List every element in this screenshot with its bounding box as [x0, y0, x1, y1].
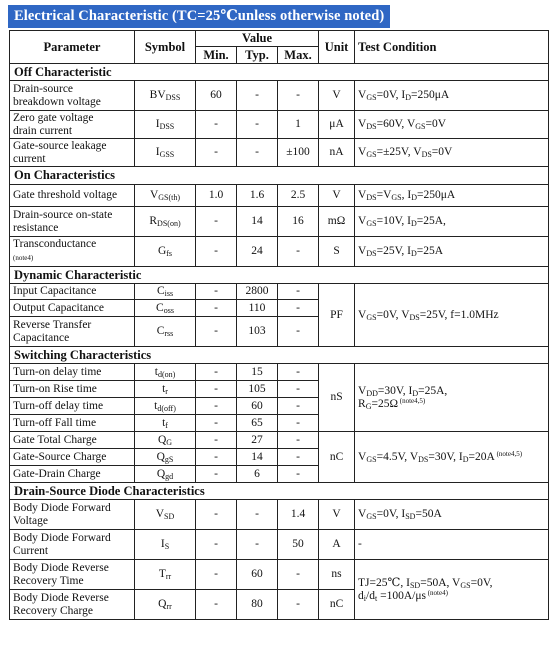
parameter-cell: Gate-Source Charge	[10, 449, 135, 466]
unit-cell: μA	[319, 111, 355, 139]
subscript: S	[164, 542, 170, 551]
typ-cell: -	[237, 139, 278, 167]
max-cell: -	[278, 317, 319, 347]
max-cell: -	[278, 449, 319, 466]
max-cell: -	[278, 432, 319, 449]
max-cell: -	[278, 560, 319, 590]
symbol-cell: $C_{rss}$	[135, 317, 196, 347]
parameter-cell: Output Capacitance	[10, 300, 135, 317]
subscript: fs	[166, 249, 173, 258]
table-row	[10, 560, 549, 590]
table-row	[10, 207, 549, 237]
parameter-cell: Transconductance (note4)	[10, 237, 135, 267]
subscript: d(on)	[157, 369, 176, 379]
section-title-on: On Characteristics	[10, 167, 549, 185]
subscript: DS	[366, 249, 377, 258]
parameter-cell: Turn-off delay time	[10, 398, 135, 415]
subscript: GS	[366, 512, 377, 521]
max-cell: -	[278, 415, 319, 432]
subscript: GS	[366, 150, 377, 159]
min-cell: -	[196, 284, 237, 300]
parameter-cell: Reverse Transfer Capacitance	[10, 317, 135, 347]
typ-cell: 14	[237, 207, 278, 237]
typ-cell: 105	[237, 381, 278, 398]
max-cell: 1	[278, 111, 319, 139]
min-cell: -	[196, 207, 237, 237]
symbol-cell: $Q_{rr}$	[135, 590, 196, 620]
parameter-cell: Gate threshold voltage	[10, 185, 135, 207]
subscript: i	[363, 593, 367, 603]
min-cell: -	[196, 590, 237, 620]
typ-cell: 6	[237, 466, 278, 483]
parameter-cell: Body Diode Reverse Recovery Charge	[10, 590, 135, 620]
table-row	[10, 432, 549, 449]
parameter-cell: Body Diode Forward Voltage	[10, 500, 135, 530]
subscript: DS	[409, 312, 420, 322]
subscript: iss	[164, 289, 174, 298]
subscript: DS	[421, 150, 432, 159]
subscript: D	[412, 388, 419, 398]
note-ref: (note4)	[13, 254, 34, 262]
table-row	[10, 111, 549, 139]
section-title-diode: Drain-Source Diode Characteristics	[10, 483, 549, 500]
subscript: D	[462, 454, 469, 464]
subscript: GSS	[159, 150, 175, 159]
table-row	[10, 364, 549, 381]
note-ref: (note4,5)	[494, 449, 523, 458]
test-condition-cell: $V_{GS}=0V$, $I_{SD}=50A$	[355, 500, 549, 530]
max-cell: 16	[278, 207, 319, 237]
note-ref: (note4,5)	[398, 396, 426, 405]
section-title: Electrical Characteristic (TC=25℃unless otherwise noted)	[8, 5, 390, 28]
max-cell: -	[278, 81, 319, 111]
subscript: r	[165, 386, 168, 396]
subscript: GS(th)	[158, 193, 181, 202]
min-cell: -	[196, 415, 237, 432]
unit-cell: nA	[319, 139, 355, 167]
test-condition-cell: -	[355, 530, 549, 560]
section-row-on	[10, 167, 549, 185]
typ-cell: -	[237, 81, 278, 111]
min-cell: -	[196, 530, 237, 560]
subscript: GS	[391, 193, 402, 202]
typ-cell: 80	[237, 590, 278, 620]
typ-cell: 24	[237, 237, 278, 267]
max-cell: ±100	[278, 139, 319, 167]
symbol-cell: $C_{iss}$	[135, 284, 196, 300]
min-cell: -	[196, 139, 237, 167]
test-condition-cell: $V_{DD}=30V$, $I_D=25A$, $R_G=25\Omega$ $^{(note4,5)}$	[355, 364, 549, 432]
electrical-characteristics-table	[9, 30, 549, 620]
symbol-cell: $I_{GSS}$	[135, 139, 196, 167]
subscript: t	[374, 593, 378, 603]
unit-cell: mΩ	[319, 207, 355, 237]
subscript: SD	[409, 580, 421, 590]
test-condition-cell: $V_{DS}=60V$, $V_{GS}=0V$	[355, 111, 549, 139]
symbol-cell: $t_f$	[135, 415, 196, 432]
max-cell: -	[278, 398, 319, 415]
unit-cell: S	[319, 237, 355, 267]
subscript: DS	[366, 193, 377, 202]
subscript: G	[365, 401, 372, 411]
parameter-cell: Drain-source on-state resistance	[10, 207, 135, 237]
symbol-cell: $I_{DSS}$	[135, 111, 196, 139]
subscript: rr	[165, 572, 172, 581]
unit-cell: A	[319, 530, 355, 560]
symbol-cell: $Q_{gS}$	[135, 449, 196, 466]
section-row-diode	[10, 483, 549, 500]
max-cell: -	[278, 466, 319, 483]
max-cell: 2.5	[278, 185, 319, 207]
parameter-cell: Zero gate voltage drain current	[10, 111, 135, 139]
symbol-cell: $I_S$	[135, 530, 196, 560]
symbol-cell: $T_{rr}$	[135, 560, 196, 590]
subscript: gd	[165, 471, 174, 481]
unit-cell: nC	[319, 432, 355, 483]
subscript: GS	[366, 454, 377, 464]
min-cell: -	[196, 381, 237, 398]
parameter-cell: Gate-source leakage current	[10, 139, 135, 167]
max-cell: -	[278, 284, 319, 300]
test-condition-cell: TJ=25℃, $I_{SD}=50A$, $V_{GS}=0V$, $d_i/d_t =100A/\mu s$ $^{(note4)}$	[355, 560, 549, 620]
header-value: Value	[196, 31, 319, 47]
subscript: GS	[415, 122, 426, 131]
test-condition-cell: $V_{GS}=\pm 25V$, $V_{DS}=0V$	[355, 139, 549, 167]
subscript: oss	[163, 305, 174, 315]
typ-cell: 110	[237, 300, 278, 317]
unit-cell: nS	[319, 364, 355, 432]
subscript: DS	[418, 454, 429, 464]
section-title-dynamic: Dynamic Characteristic	[10, 267, 549, 284]
parameter-cell: Drain-source breakdown voltage	[10, 81, 135, 111]
unit-cell: ns	[319, 560, 355, 590]
subscript: f	[165, 420, 168, 430]
subscript: d(off)	[157, 403, 176, 413]
subscript: GS	[460, 580, 471, 590]
section-row-switching	[10, 347, 549, 364]
unit-cell: PF	[319, 284, 355, 347]
min-cell: -	[196, 432, 237, 449]
max-cell: -	[278, 590, 319, 620]
test-condition-cell: $V_{DS}=25V$, $I_D=25A$	[355, 237, 549, 267]
header-test-condition: Test Condition	[355, 31, 549, 64]
min-cell: -	[196, 111, 237, 139]
typ-cell: -	[237, 530, 278, 560]
symbol-cell: $t_{d(off)}$	[135, 398, 196, 415]
header-min: Min.	[196, 47, 237, 64]
max-cell: -	[278, 300, 319, 317]
table-row	[10, 237, 549, 267]
table-row	[10, 284, 549, 300]
unit-cell: V	[319, 500, 355, 530]
symbol-cell: $Q_{gd}$	[135, 466, 196, 483]
parameter-cell: Turn-off Fall time	[10, 415, 135, 432]
section-title-off: Off Characteristic	[10, 64, 549, 81]
section-title-switching: Switching Characteristics	[10, 347, 549, 364]
min-cell: -	[196, 317, 237, 347]
header-unit: Unit	[319, 31, 355, 64]
symbol-cell: $Q_G$	[135, 432, 196, 449]
subscript: gS	[164, 454, 174, 464]
subscript: GS	[366, 93, 377, 102]
subscript: DS	[366, 122, 377, 131]
max-cell: 1.4	[278, 500, 319, 530]
subscript: D	[410, 219, 417, 228]
subscript: DSS	[159, 122, 175, 131]
test-condition-cell: $V_{GS}=4.5V$, $V_{DS}=30V$, $I_D=20A$ $^{(note4,5)}$	[355, 432, 549, 483]
symbol-cell: $t_r$	[135, 381, 196, 398]
symbol-cell: $V_{GS(th)}$	[135, 185, 196, 207]
unit-cell: V	[319, 185, 355, 207]
note-ref: (note4)	[425, 588, 448, 597]
min-cell: -	[196, 500, 237, 530]
header-row	[10, 31, 549, 47]
header-symbol: Symbol	[135, 31, 196, 64]
typ-cell: 103	[237, 317, 278, 347]
min-cell: -	[196, 466, 237, 483]
symbol-cell: $G_{fs}$	[135, 237, 196, 267]
symbol-cell: $BV_{DSS}$	[135, 81, 196, 111]
table-row	[10, 530, 549, 560]
header-typ: Typ.	[237, 47, 278, 64]
min-cell: -	[196, 560, 237, 590]
parameter-cell: Body Diode Reverse Recovery Time	[10, 560, 135, 590]
min-cell: -	[196, 300, 237, 317]
parameter-cell: Gate-Drain Charge	[10, 466, 135, 483]
typ-cell: 2800	[237, 284, 278, 300]
symbol-cell: $R_{DS(on)}$	[135, 207, 196, 237]
subscript: GS	[366, 312, 377, 322]
header-parameter: Parameter	[10, 31, 135, 64]
typ-cell: 60	[237, 560, 278, 590]
table-row	[10, 185, 549, 207]
min-cell: -	[196, 364, 237, 381]
parameter-cell: Input Capacitance	[10, 284, 135, 300]
test-condition-cell: $V_{DS}=V_{GS}$, $I_D=250\mu A$	[355, 185, 549, 207]
section-row-dynamic	[10, 267, 549, 284]
typ-cell: 60	[237, 398, 278, 415]
parameter-cell: Turn-on delay time	[10, 364, 135, 381]
subscript: rss	[164, 329, 174, 338]
table-row	[10, 139, 549, 167]
parameter-cell: Turn-on Rise time	[10, 381, 135, 398]
subscript: G	[166, 437, 173, 447]
typ-cell: 27	[237, 432, 278, 449]
max-cell: -	[278, 237, 319, 267]
table-row	[10, 500, 549, 530]
unit-cell: nC	[319, 590, 355, 620]
subscript: rr	[166, 602, 172, 611]
subscript: DSS	[165, 93, 181, 102]
subscript: GS	[366, 219, 377, 228]
test-condition-cell: $V_{GS}=10V$, $I_D=25A$,	[355, 207, 549, 237]
subscript: SD	[405, 512, 416, 521]
subscript: D	[410, 249, 417, 258]
parameter-cell: Gate Total Charge	[10, 432, 135, 449]
table-row	[10, 81, 549, 111]
typ-cell: 1.6	[237, 185, 278, 207]
max-cell: 50	[278, 530, 319, 560]
min-cell: 60	[196, 81, 237, 111]
test-condition-cell: $V_{GS}=0V$, $I_D=250\mu A$	[355, 81, 549, 111]
symbol-cell: $t_{d(on)}$	[135, 364, 196, 381]
typ-cell: 15	[237, 364, 278, 381]
subscript: D	[405, 93, 412, 102]
max-cell: -	[278, 364, 319, 381]
subscript: D	[411, 193, 417, 202]
subscript: DD	[366, 388, 378, 398]
min-cell: -	[196, 237, 237, 267]
typ-cell: -	[237, 500, 278, 530]
max-cell: -	[278, 381, 319, 398]
typ-cell: 65	[237, 415, 278, 432]
typ-cell: 14	[237, 449, 278, 466]
min-cell: -	[196, 449, 237, 466]
header-max: Max.	[278, 47, 319, 64]
section-row-off	[10, 64, 549, 81]
subscript: DS(on)	[157, 219, 181, 228]
min-cell: 1.0	[196, 185, 237, 207]
typ-cell: -	[237, 111, 278, 139]
test-condition-cell: $V_{GS}=0V$, $V_{DS}=25V$, f=1.0MHz	[355, 284, 549, 347]
parameter-cell: Body Diode Forward Current	[10, 530, 135, 560]
subscript: SD	[164, 512, 175, 521]
symbol-cell: $V_{SD}$	[135, 500, 196, 530]
min-cell: -	[196, 398, 237, 415]
symbol-cell: $C_{oss}$	[135, 300, 196, 317]
unit-cell: V	[319, 81, 355, 111]
